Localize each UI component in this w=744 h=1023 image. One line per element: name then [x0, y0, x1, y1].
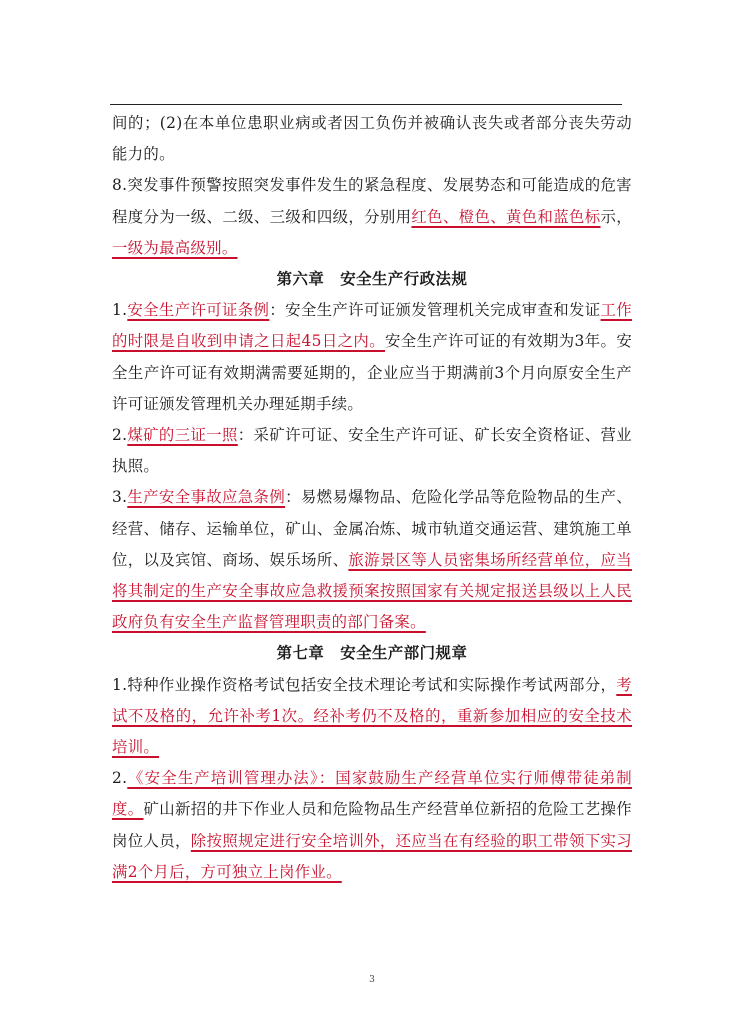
- paragraph-text: 8.突发事件预警按照突发事件发生的紧急程度、发展势态和可能造成的危害程度分为一级、二级、三级和四级，分别用: [112, 176, 632, 226]
- highlight-warning-colors: 红色、橙色、黄色和蓝色标: [411, 207, 601, 226]
- paragraph-text: 矿山新招的井下作业人员和危险物品生产经营单位新招的危险工艺操作岗位人员，: [112, 800, 632, 850]
- paragraph-text: 间的；(2)在本单位患职业病或者因工负伤并被确认丧失或者部分丧失劳动能力的。: [112, 114, 632, 164]
- chapter-6-item-2: [112, 420, 632, 482]
- paragraph-8-warning-levels: [112, 170, 632, 264]
- highlight-retake-rule: 考试不及格的，允许补考1次。经补考仍不及格的，重新参加相应的安全技术培训。: [112, 675, 632, 757]
- chapter-7-item-2: [112, 763, 632, 888]
- chapter-7-item-1: [112, 670, 632, 764]
- chapter-6-item-3: [112, 482, 632, 638]
- highlight-filing-requirement: 旅游景区等人员密集场所经营单位，应当将其制定的生产安全事故应急救援预案按照国家有关规定报送县级以上人民政府负有安全生产监督管理职责的部门备案。: [112, 550, 632, 632]
- chapter-6-item-1: [112, 295, 632, 420]
- highlight-internship-rule: 除按照规定进行安全培训外，还应当在有经验的职工带领下实习满2个月后，方可独立上岗作业。: [112, 831, 632, 881]
- paragraph-text: ：易燃易爆物品、危险化学品等危险物品的生产、经营、储存、运输单位，矿山、金属冶炼、城市轨道交通运营、建筑施工单位，以及宾馆、商场、娱乐场所、: [112, 488, 632, 569]
- highlight-regulation-name: 安全生产许可证条例: [127, 301, 270, 320]
- paragraph-text: 安全生产许可证的有效期为3年。安全生产许可证有效期满需要延期的，企业应当于期满前3个月向原安全生产许可证颁发管理机关办理延期手续。: [112, 332, 633, 413]
- paragraph-text: ：采矿许可证、安全生产许可证、矿长安全资格证、营业执照。: [112, 426, 632, 476]
- paragraph-text: 示，: [600, 207, 632, 226]
- chapter-7-heading: 第七章 安全生产部门规章: [276, 644, 468, 663]
- chapter-6-heading: 第六章 安全生产行政法规: [276, 270, 468, 289]
- highlight-time-limit: 工作的时限是自收到申请之日起45日之内。: [112, 301, 632, 351]
- page-number: 3: [369, 975, 375, 985]
- paragraph-continued: [112, 108, 632, 170]
- item-number: 3.: [112, 488, 128, 507]
- item-number: 2.: [112, 769, 128, 788]
- page-content: [112, 108, 632, 888]
- header-rule: [110, 104, 622, 105]
- highlight-coal-mine-licenses: 煤矿的三证一照: [127, 426, 238, 445]
- paragraph-text: 1.特种作业操作资格考试包括安全技术理论考试和实际操作考试两部分，: [112, 675, 617, 694]
- highlight-apprentice-system: 《安全生产培训管理办法》：国家鼓励生产经营单位实行师傅带徒弟制度。: [112, 769, 632, 819]
- highlight-level-one: 一级为最高级别。: [112, 238, 238, 257]
- paragraph-text: ：安全生产许可证颁发管理机关完成审查和发证: [269, 301, 601, 320]
- item-number: 1.: [112, 301, 128, 320]
- item-number: 2.: [112, 426, 128, 445]
- highlight-emergency-regulation: 生产安全事故应急条例: [127, 488, 286, 507]
